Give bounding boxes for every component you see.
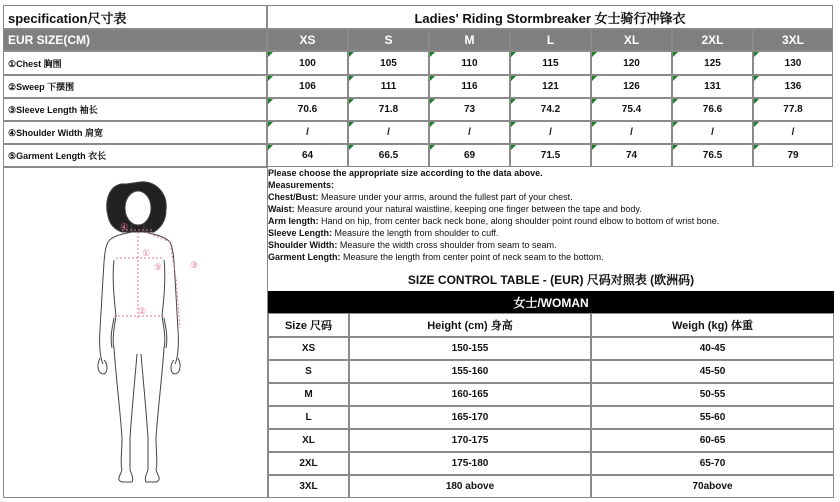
size-value-cell: 110 [429, 51, 510, 75]
size-control-cell: 175-180 [349, 452, 591, 475]
size-value-cell: 74 [591, 144, 672, 167]
size-value-cell: 71.5 [510, 144, 591, 167]
size-control-cell: XS [268, 337, 349, 360]
size-row-label: ②Sweep 下摆围 [3, 75, 267, 98]
marker-garment: ⑤ [154, 262, 163, 272]
corner-label: EUR SIZE(CM) [3, 29, 267, 51]
size-header-2: M [429, 29, 510, 51]
size-value-cell: 121 [510, 75, 591, 98]
size-header-4: XL [591, 29, 672, 51]
size-header-6: 3XL [753, 29, 833, 51]
size-value-cell: 66.5 [348, 144, 429, 167]
size-control-cell: L [268, 406, 349, 429]
size-header-0: XS [267, 29, 348, 51]
size-value-cell: 76.6 [672, 98, 753, 121]
body-outline-figure [4, 168, 267, 497]
size-control-cell: 150-155 [349, 337, 591, 360]
size-value-cell: 136 [753, 75, 833, 98]
instruction-term: Arm length: [268, 216, 319, 226]
size-header-5: 2XL [672, 29, 753, 51]
size-row-label: ④Shoulder Width 肩宽 [3, 121, 267, 144]
marker-sleeve: ③ [190, 260, 199, 270]
size-control-cell: 50-55 [591, 383, 834, 406]
instruction-line [268, 239, 836, 251]
size-value-cell: 64 [267, 144, 348, 167]
size-control-cell: S [268, 360, 349, 383]
size-value-cell: 75.4 [591, 98, 672, 121]
marker-sweep: ② [138, 306, 147, 316]
size-header-1: S [348, 29, 429, 51]
size-control-cell: 165-170 [349, 406, 591, 429]
size-control-cell: 70above [591, 475, 834, 498]
size-control-cell: 65-70 [591, 452, 834, 475]
size-value-cell: 126 [591, 75, 672, 98]
size-value-cell: 120 [591, 51, 672, 75]
size-control-cell: 60-65 [591, 429, 834, 452]
size-value-cell: 115 [510, 51, 591, 75]
size-control-title: SIZE CONTROL TABLE - (EUR) 尺码对照表 (欧洲码) [407, 272, 695, 287]
instruction-line [268, 191, 836, 203]
size-value-cell: / [672, 121, 753, 144]
size-control-column-header: Weigh (kg) 体重 [591, 313, 834, 337]
size-control-cell: 160-165 [349, 383, 591, 406]
size-control-cell: 3XL [268, 475, 349, 498]
spec-label: specification尺寸表 [3, 5, 267, 29]
size-value-cell: 70.6 [267, 98, 348, 121]
size-value-cell: 74.2 [510, 98, 591, 121]
instruction-text: Measure under your arms, around the fullest part of your chest. [318, 192, 573, 202]
marker-chest: ① [142, 248, 151, 258]
instruction-term: Shoulder Width: [268, 240, 338, 250]
size-control-cell: 55-60 [591, 406, 834, 429]
size-control-cell: 45-50 [591, 360, 834, 383]
size-value-cell: / [753, 121, 833, 144]
size-value-cell: 79 [753, 144, 833, 167]
instruction-line [268, 203, 836, 215]
size-value-cell: / [267, 121, 348, 144]
size-value-cell: 69 [429, 144, 510, 167]
size-value-cell: 100 [267, 51, 348, 75]
size-control-cell: XL [268, 429, 349, 452]
size-control-cell: 2XL [268, 452, 349, 475]
instructions-heading: Measurements: [268, 180, 335, 190]
instruction-term: Waist: [268, 204, 295, 214]
size-header-3: L [510, 29, 591, 51]
measurement-instructions [268, 167, 836, 264]
instruction-text: Measure the width cross shoulder from seam to seam. [337, 240, 557, 250]
measurement-figure-panel [3, 167, 268, 498]
size-value-cell: / [348, 121, 429, 144]
size-value-cell: 105 [348, 51, 429, 75]
instruction-text: Measure the length from shoulder to cuff. [332, 228, 499, 238]
instructions-intro: Please choose the appropriate size according to the data above. [268, 168, 543, 178]
size-control-cell: M [268, 383, 349, 406]
size-value-cell: 77.8 [753, 98, 833, 121]
size-control-cell: 40-45 [591, 337, 834, 360]
instruction-line [268, 251, 836, 263]
size-row-label: ①Chest 胸围 [3, 51, 267, 75]
instruction-line [268, 215, 836, 227]
instruction-text: Measure the length from center point of neck seam to the bottom. [340, 252, 604, 262]
size-value-cell: 111 [348, 75, 429, 98]
size-value-cell: 131 [672, 75, 753, 98]
size-value-cell: 130 [753, 51, 833, 75]
size-control-column-header: Height (cm) 身高 [349, 313, 591, 337]
instruction-text: Hand on hip, from center back neck bone, along shoulder point round elbow to bottom of wrist bone. [318, 216, 720, 226]
size-value-cell: 76.5 [672, 144, 753, 167]
size-value-cell: / [510, 121, 591, 144]
size-value-cell: 125 [672, 51, 753, 75]
size-value-cell: / [591, 121, 672, 144]
size-value-cell: 71.8 [348, 98, 429, 121]
size-control-cell: 170-175 [349, 429, 591, 452]
size-value-cell: 73 [429, 98, 510, 121]
woman-banner: 女士/WOMAN [268, 291, 834, 313]
size-control-cell: 180 above [349, 475, 591, 498]
size-control-column-header: Size 尺码 [268, 313, 349, 337]
size-control-cell: 155-160 [349, 360, 591, 383]
marker-shoulder: ④ [120, 222, 129, 232]
instruction-term: Chest/Bust: [268, 192, 319, 202]
size-value-cell: 106 [267, 75, 348, 98]
size-value-cell: / [429, 121, 510, 144]
instruction-text: Measure around your natural waistline, keeping one finger between the tape and body. [294, 204, 642, 214]
instruction-term: Garment Length: [268, 252, 341, 262]
product-title: Ladies' Riding Stormbreaker 女士骑行冲锋衣 [267, 5, 833, 29]
size-row-label: ③Sleeve Length 袖长 [3, 98, 267, 121]
size-value-cell: 116 [429, 75, 510, 98]
size-row-label: ⑤Garment Length 衣长 [3, 144, 267, 167]
instruction-term: Sleeve Length: [268, 228, 333, 238]
instruction-line [268, 227, 836, 239]
